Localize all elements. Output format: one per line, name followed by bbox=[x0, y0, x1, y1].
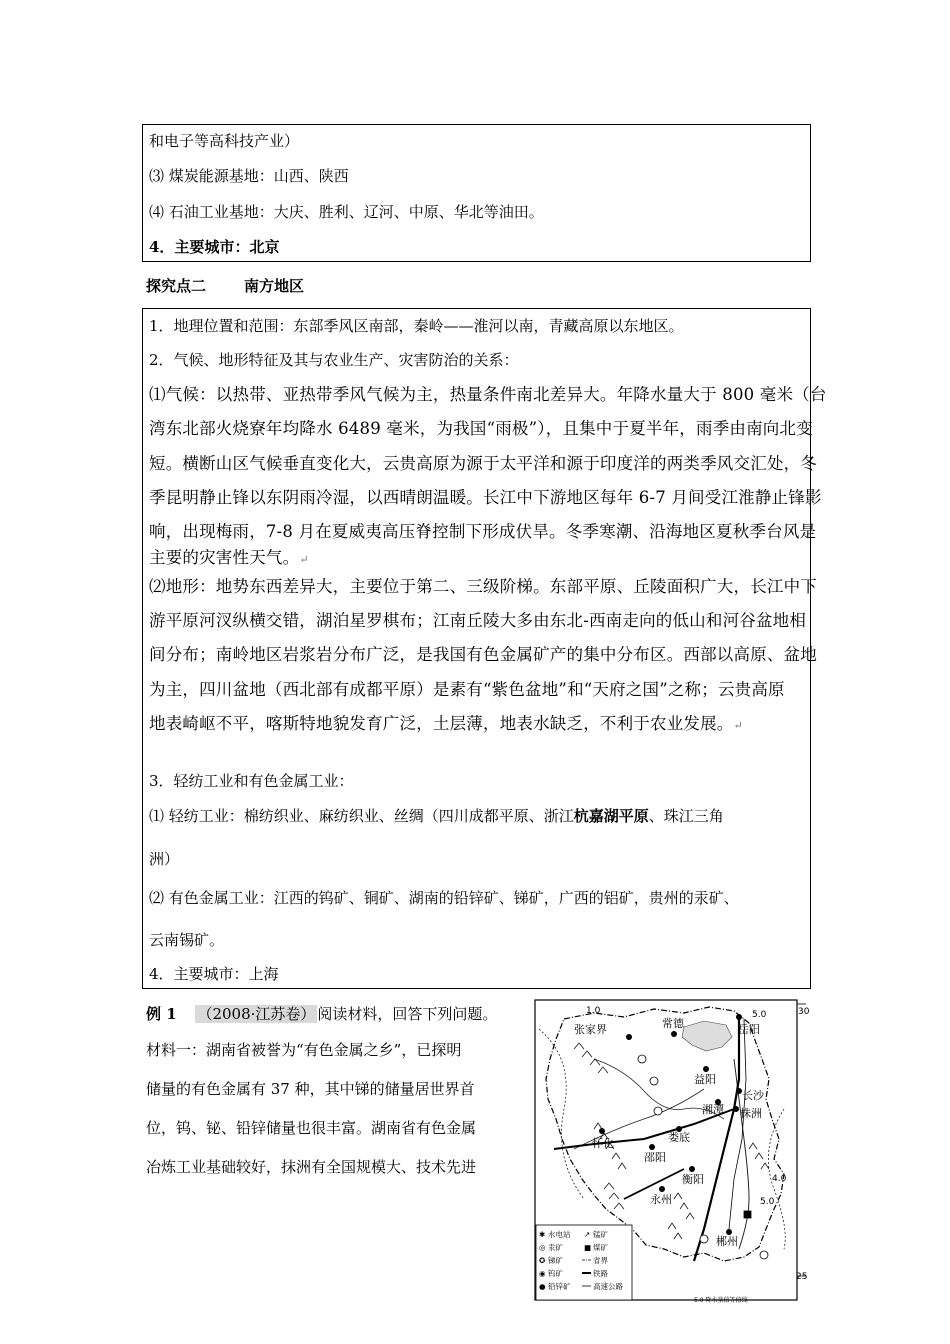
box2-line-1: 1．地理位置和范围：东部季风区南部，秦岭——淮河以南，青藏高原以东地区。 bbox=[149, 317, 684, 335]
climate-line-6-text: 主要的灾害性天气。 bbox=[149, 548, 300, 567]
example-lead: 阅读材料，回答下列问题。 bbox=[317, 1005, 498, 1023]
terrain-line-1: ⑵地形：地势东西差异大，主要位于第二、三级阶梯。东部平原、丘陵面积广大，长江中下 bbox=[149, 577, 817, 596]
legend-border: 省界 bbox=[593, 1256, 608, 1265]
city-yueyang: 岳阳 bbox=[738, 1023, 760, 1036]
box2-line-3: 3．轻纺工业和有色金属工业： bbox=[149, 772, 354, 790]
legend-hydro: 水电站 bbox=[548, 1230, 571, 1239]
example-label: 例 1 bbox=[146, 1005, 177, 1023]
legend-sb: 锑矿 bbox=[548, 1256, 563, 1265]
legend-hwy: 高速公路 bbox=[593, 1282, 623, 1291]
box1-line-1: 和电子等高科技产业） bbox=[149, 132, 300, 150]
climate-line-4: 季昆明静止锋以东阴雨冷湿，以西晴朗温暖。长江中下游地区每年 6-7 月间受江淮静止锋影 bbox=[149, 488, 822, 507]
climate-line-1: ⑴气候：以热带、亚热带季风气候为主，热量条件南北差异大。年降水量大于 800 毫米（台 bbox=[149, 385, 827, 404]
top-text-box bbox=[142, 124, 811, 262]
climate-line-3: 短。横断山区气候垂直变化大，云贵高原为源于太平洋和源于印度洋的两类季风交汇处，冬 bbox=[149, 454, 817, 473]
box1-line-2: ⑶ 煤炭能源基地：山西、陕西 bbox=[149, 167, 349, 185]
city-zhangjiajie: 张家界 bbox=[574, 1023, 607, 1036]
legend-icon-sb: ✪ bbox=[539, 1256, 546, 1265]
example-line-4: 冶炼工业基础较好，抹洲有全国规模大、技术先进 bbox=[146, 1158, 477, 1176]
return-mark: ↵ bbox=[733, 719, 743, 732]
legend-hg: 汞矿 bbox=[548, 1243, 563, 1252]
legend-coal: 煤矿 bbox=[593, 1243, 608, 1252]
climate-line-2: 湾东北部火烧寮年均降水 6489 毫米，为我国“雨极”），且集中于夏半年，雨季由南向北变 bbox=[149, 419, 813, 438]
legend-rail: 铁路 bbox=[593, 1269, 608, 1278]
isoline-label-2: 5.0 bbox=[752, 1010, 767, 1020]
lat-label-30: 30 bbox=[798, 1007, 810, 1017]
city-xiangtan: 湘潭 bbox=[702, 1103, 724, 1116]
light-industry-line-1 bbox=[149, 806, 724, 826]
terrain-line-5 bbox=[149, 714, 743, 736]
city-yiyang: 益阳 bbox=[694, 1073, 716, 1086]
legend-icon-coal: ■ bbox=[584, 1243, 592, 1252]
climate-line-5: 响，出现梅雨，7-8 月在夏威夷高压脊控制下形成伏旱。冬季寒潮、沿海地区夏秋季台风是 bbox=[149, 522, 817, 541]
legend-icon-hg: ◎ bbox=[539, 1243, 546, 1252]
legend-icon-mn: ↗ bbox=[584, 1230, 591, 1239]
heading-label: 探究点二 bbox=[146, 277, 207, 295]
box2-line-4: 4．主要城市：上海 bbox=[149, 965, 279, 983]
hangjiahu-plain: 杭嘉湖平原 bbox=[573, 807, 649, 825]
return-mark: ↵ bbox=[299, 553, 309, 566]
example-title bbox=[146, 1004, 497, 1024]
hunan-map-svg bbox=[534, 999, 814, 1304]
lat-label-25: 25 bbox=[796, 1272, 808, 1282]
section-heading bbox=[146, 276, 304, 296]
city-hengyang: 衡阳 bbox=[682, 1173, 704, 1186]
city-changde: 常德 bbox=[662, 1017, 684, 1030]
isoline-label-1: 1.0 bbox=[586, 1006, 601, 1016]
map-footnote: 5.0 降水量值等值线 bbox=[694, 1297, 748, 1304]
isoline-label-4: 5.0 bbox=[760, 1197, 775, 1207]
legend-pbzn: 铅锌矿 bbox=[548, 1282, 571, 1291]
city-shaoyang: 邵阳 bbox=[644, 1151, 666, 1164]
city-huaihua: 怀化 bbox=[592, 1137, 614, 1150]
hunan-map bbox=[534, 999, 814, 1304]
nonferrous-line-1: ⑵ 有色金属工业：江西的钨矿、铜矿、湖南的铅锌矿、锑矿，广西的铝矿，贵州的汞矿、 bbox=[149, 889, 739, 907]
climate-line-6 bbox=[149, 548, 309, 570]
example-source: （2008·江苏卷） bbox=[197, 1005, 316, 1023]
terrain-line-5-text: 地表崎岖不平，喀斯特地貌发育广泛，土层薄，地表水缺乏，不利于农业发展。 bbox=[149, 714, 734, 733]
nonferrous-line-2: 云南锡矿。 bbox=[149, 931, 225, 949]
legend-mn: 锰矿 bbox=[593, 1230, 608, 1239]
terrain-line-4: 为主，四川盆地（西北部有成都平原）是素有“紫色盆地”和“天府之国”之称；云贵高原 bbox=[149, 680, 785, 699]
isoline-label-3: 4.0 bbox=[772, 1174, 787, 1184]
terrain-line-3: 间分布；南岭地区岩浆岩分布广泛，是我国有色金属矿产的集中分布区。西部以高原、盆地 bbox=[149, 645, 817, 664]
box2-line-2: 2．气候、地形特征及其与农业生产、灾害防治的关系： bbox=[149, 351, 519, 369]
heading-title: 南方地区 bbox=[244, 277, 305, 295]
city-yongzhou: 永州 bbox=[650, 1193, 672, 1206]
light-industry-line-2: 洲） bbox=[149, 850, 180, 868]
example-line-1: 材料一：湖南省被誉为“有色金属之乡”，已探明 bbox=[146, 1041, 462, 1059]
legend-w: 钨矿 bbox=[548, 1269, 563, 1278]
light-industry-text: ⑴ 轻纺工业：棉纺织业、麻纺织业、丝绸（四川成都平原、浙江 bbox=[149, 807, 574, 825]
city-zhuzhou: 株洲 bbox=[740, 1107, 762, 1120]
box1-line-3: ⑷ 石油工业基地：大庆、胜利、辽河、中原、华北等油田。 bbox=[149, 203, 544, 221]
legend-icon-pbzn: ● bbox=[539, 1282, 546, 1291]
light-industry-text-end: 、珠江三角 bbox=[648, 807, 724, 825]
city-changsha: 长沙 bbox=[742, 1089, 764, 1102]
legend-icon-hydro: ✱ bbox=[539, 1230, 546, 1239]
south-region-box bbox=[142, 308, 827, 989]
example-line-3: 位，钨、铋、铅锌储量也很丰富。湖南省有色金属 bbox=[146, 1119, 477, 1137]
box1-line-4: 4．主要城市：北京 bbox=[149, 238, 280, 256]
city-chenzhou: 郴州 bbox=[716, 1235, 738, 1248]
legend-icon-w: ◉ bbox=[539, 1269, 546, 1278]
city-loudi: 娄底 bbox=[668, 1131, 690, 1144]
example-line-2: 储量的有色金属有 37 种，其中锑的储量居世界首 bbox=[146, 1080, 475, 1098]
terrain-line-2: 游平原河汊纵横交错，湖泊星罗棋布；江南丘陵大多由东北-西南走向的低山和河谷盆地相 bbox=[149, 611, 807, 630]
